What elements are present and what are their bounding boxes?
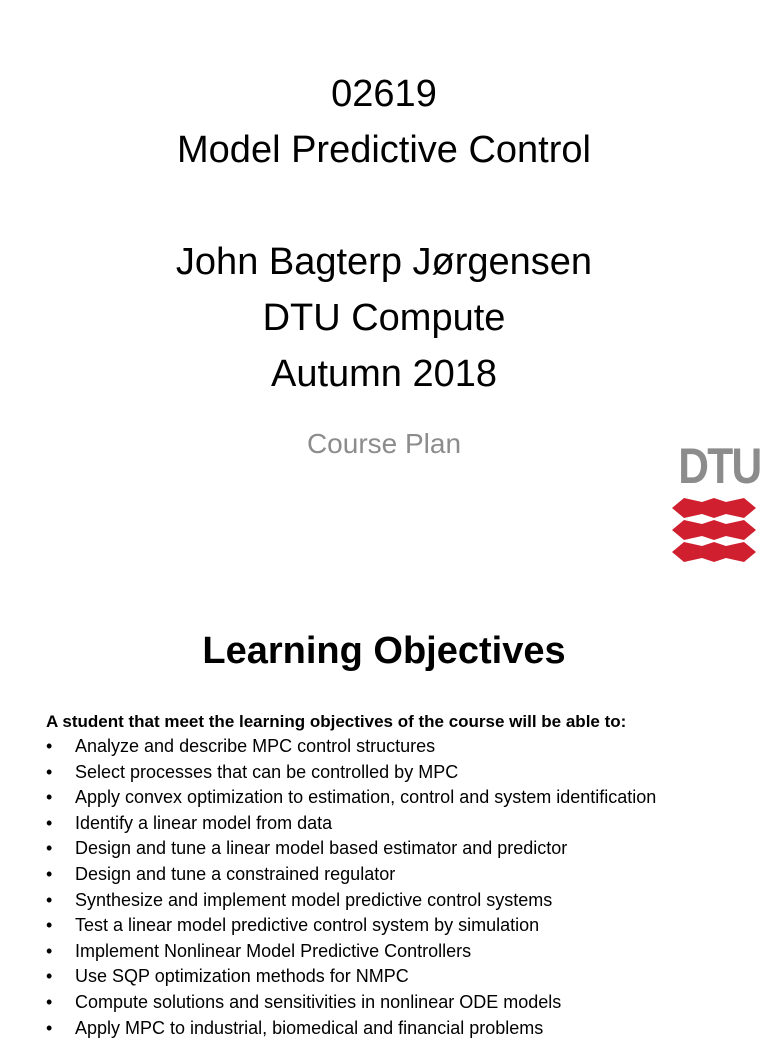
bullet-icon: • [46, 915, 53, 936]
bullet-icon: • [46, 761, 53, 782]
list-item-text: Analyze and describe MPC control structures [75, 736, 436, 756]
bullet-icon: • [46, 1017, 53, 1038]
list-item-text: Implement Nonlinear Model Predictive Controllers [75, 940, 472, 961]
list-item-text: Design and tune a linear model based estimator and predictor [75, 838, 568, 859]
bullet-icon: • [46, 966, 53, 987]
dtu-logo-icon [672, 438, 761, 564]
list-item-text: Apply MPC to industrial, biomedical and financial problems [75, 1017, 544, 1038]
objectives-heading: Learning Objectives [202, 630, 566, 672]
bullet-icon: • [46, 940, 53, 961]
list-item [46, 990, 656, 1016]
bullet-icon: • [46, 787, 53, 808]
list-item [46, 1016, 656, 1041]
list-item-text: Compute solutions and sensitivities in nonlinear ODE models [75, 991, 562, 1012]
list-item [46, 862, 656, 888]
bullet-icon: • [46, 812, 53, 833]
term: Autumn 2018 [270, 353, 498, 395]
subtitle: Course Plan [306, 428, 462, 459]
objectives-intro: A student that meet the learning objectives of the course will be able to: [46, 712, 627, 731]
list-item [46, 734, 656, 760]
objectives-slide [0, 575, 768, 1038]
bullet-icon: • [46, 736, 53, 756]
title-block [0, 66, 768, 402]
list-item-text: Identify a linear model from data [75, 812, 333, 833]
list-item [46, 785, 656, 811]
bullet-icon: • [46, 991, 53, 1012]
list-item-text: Use SQP optimization methods for NMPC [75, 966, 409, 987]
list-item [46, 888, 656, 914]
list-item [46, 913, 656, 939]
list-item-text: Design and tune a constrained regulator [75, 863, 396, 884]
list-item-text: Test a linear model predictive control system by simulation [75, 915, 540, 936]
list-item [46, 836, 656, 862]
title-spacer [0, 178, 768, 234]
list-item-text: Apply convex optimization to estimation, control and system identification [75, 787, 657, 808]
list-item-text: Synthesize and implement model predictive control systems [75, 889, 553, 910]
dtu-logo-shapes [672, 496, 756, 564]
bullet-icon: • [46, 838, 53, 859]
objectives-list [46, 734, 656, 1041]
list-item [46, 811, 656, 837]
list-item [46, 964, 656, 990]
department: DTU Compute [262, 297, 506, 339]
bullet-icon: • [46, 863, 53, 884]
course-code: 02619 [331, 73, 437, 115]
list-item [46, 939, 656, 965]
dtu-logo-text: DTU [678, 438, 761, 494]
course-name: Model Predictive Control [177, 129, 591, 171]
list-item-text: Select processes that can be controlled by MPC [75, 761, 459, 782]
instructor-name: John Bagterp Jørgensen [175, 241, 593, 283]
list-item [46, 760, 656, 786]
bullet-icon: • [46, 889, 53, 910]
